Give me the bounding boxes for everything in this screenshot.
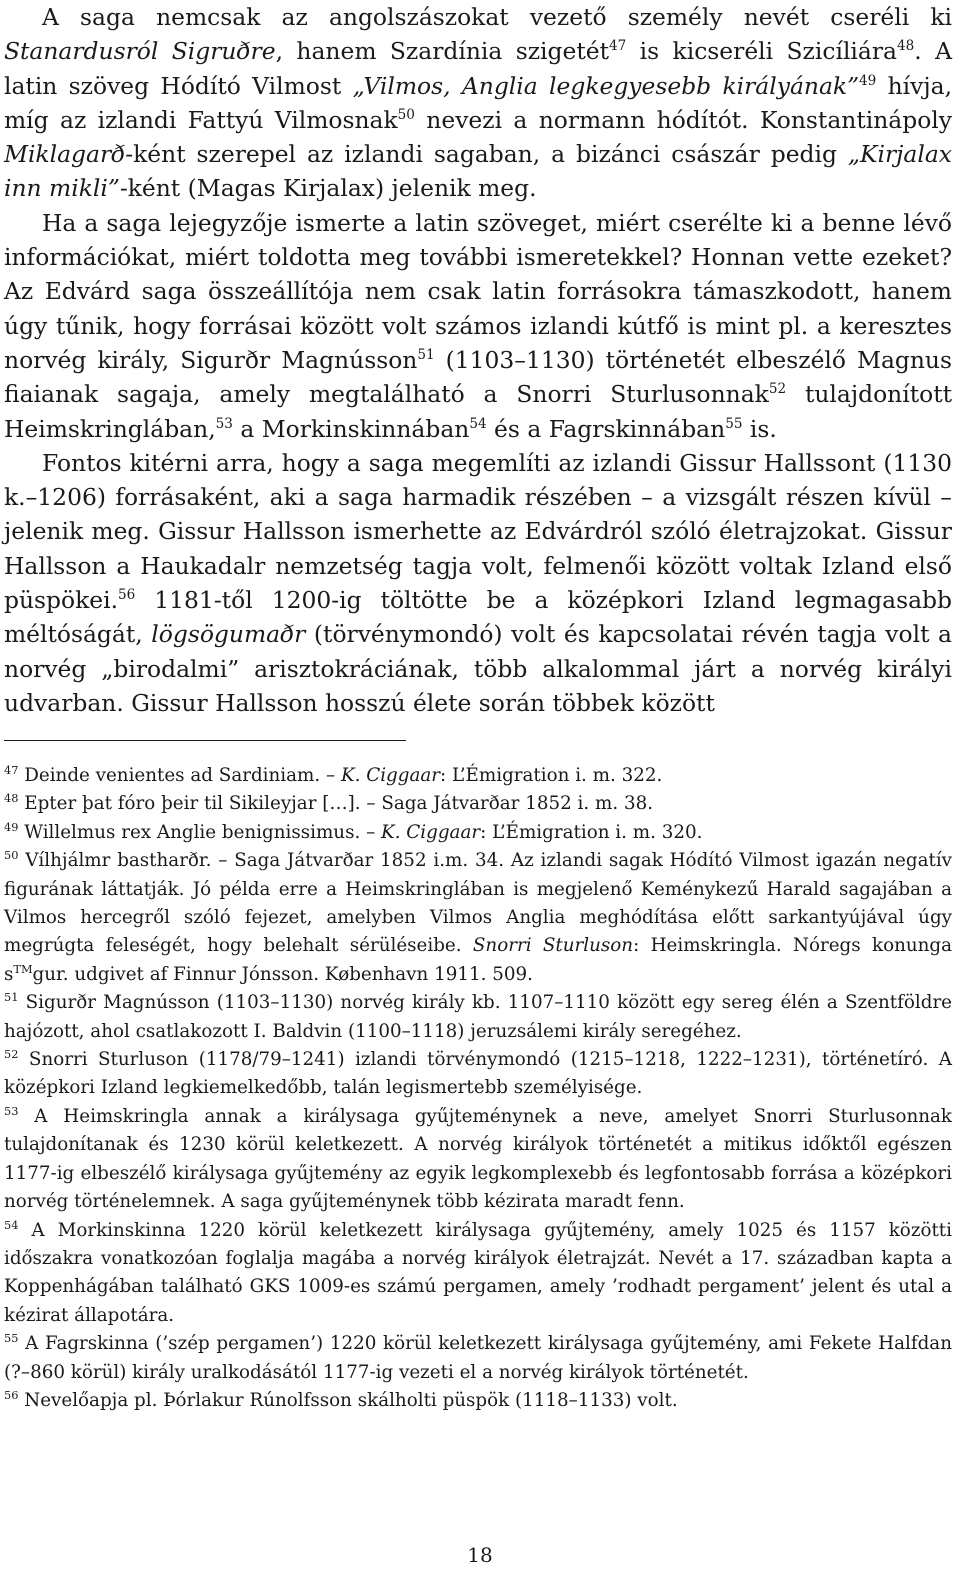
- footnote-ref-56[interactable]: 56: [118, 587, 136, 604]
- text-run: A saga nemcsak az angolszászokat vezető személy nevét cseréli ki: [42, 3, 952, 31]
- footnote-author: K. Ciggaar: [381, 821, 481, 843]
- page: [4, 0, 952, 720]
- footnote-text: : Heimskringla. Nóregs konunga s: [4, 935, 953, 985]
- footnote-author: Snorri Sturluson: [472, 935, 634, 957]
- footnote-55: [4, 1330, 952, 1387]
- text-run: -ként szerepel az izlandi sagaban, a bizánci császár pedig: [125, 140, 848, 169]
- footnote-author: K. Ciggaar: [340, 765, 440, 786]
- footnote-ref-50[interactable]: 50: [397, 107, 415, 124]
- footnote-number: 47: [4, 762, 19, 777]
- text-run: a Morkinskinnában: [232, 414, 470, 443]
- footnote-54: [4, 1217, 952, 1331]
- italic-quote: „Kirjalax inn mikli”: [4, 140, 952, 203]
- paragraph-3: [4, 446, 952, 720]
- footnote-text: Willelmus rex Anglie benignissimus. –: [18, 821, 382, 843]
- page-number: 18: [467, 1543, 493, 1567]
- footnote-49: [4, 819, 952, 847]
- text-run: tulajdonított Heimskringlában,: [4, 380, 952, 443]
- footnote-text: Sigurðr Magnússon (1103–1130) norvég király kb. 1107–1110 között egy sereg élén a Szentföldre hajózott, ahol csatlakozott I. Baldvin (1100–1118) jeruzsálemi király seregéhez.: [4, 992, 952, 1042]
- footnote-ref-54[interactable]: 54: [469, 415, 487, 432]
- text-run: . A latin szöveg Hódító Vilmost: [4, 37, 952, 100]
- footnote-50: [4, 847, 952, 989]
- text-run: és a Fagrskinnában: [486, 414, 726, 443]
- text-run: hívja, míg az izlandi Fattyú Vilmosnak: [4, 71, 952, 134]
- text-run: (törvénymondó) volt és kapcsolatai révén tagja volt a norvég „birodalmi” arisztokráciának, több alkalommal járt a norvég királyi udvarban. Gissur Hallsson hosszú élete során többek között: [4, 620, 953, 717]
- text-run: nevezi a normann hódítót. Konstantinápoly: [414, 105, 952, 134]
- footnote-number: 55: [4, 1331, 19, 1346]
- footnote-number: 52: [4, 1046, 19, 1061]
- footnote-ref-47[interactable]: 47: [609, 38, 627, 55]
- footnote-text: Deinde venientes ad Sardiniam. –: [18, 765, 341, 786]
- footnote-text: gur. udgivet af Finnur Jónsson. København 1911. 509.: [32, 963, 533, 985]
- footnote-text: : L’Émigration i. m. 322.: [440, 765, 663, 786]
- footnote-number: 48: [4, 791, 19, 806]
- footnote-text: A Fagrskinna (’szép pergamen’) 1220 körül keletkezett királysaga gyűjtemény, ami Fekete Halfdan (?–860 körül) király uralkodásától 1177-ig vezeti el a norvég királyok történetét.: [4, 1333, 952, 1383]
- footnote-47: [4, 762, 952, 790]
- italic-term: lögsögumaðr: [151, 620, 306, 649]
- paragraph-1: [4, 0, 952, 206]
- italic-quote: „Vilmos, Anglia legkegyesebb királyának”: [352, 71, 860, 100]
- italic-term: Stanardusról Sigruðre: [4, 37, 276, 66]
- text-run: -ként (Magas Kirjalax) jelenik meg.: [119, 174, 537, 203]
- footnotes: [4, 762, 952, 1415]
- text-run: is kicseréli Szicíliára: [626, 37, 897, 66]
- footnote-56: [4, 1387, 952, 1415]
- text-run: , hanem Szardínia szigetét: [275, 37, 609, 66]
- italic-term: Miklagarð: [4, 140, 126, 169]
- footnote-52: [4, 1046, 952, 1103]
- footnote-51: [4, 989, 952, 1046]
- footnote-53: [4, 1103, 952, 1217]
- paragraph-2: [4, 206, 952, 446]
- footnote-ref-52[interactable]: 52: [768, 381, 787, 398]
- footnote-number: 49: [4, 819, 19, 834]
- footnote-text: : L’Émigration i. m. 320.: [480, 821, 703, 843]
- footnote-text: Epter þat fóro þeir til Sikileyjar […]. – Saga Játvarðar 1852 i. m. 38.: [18, 793, 654, 815]
- footnote-text: Snorri Sturluson (1178/79–1241) izlandi törvénymondó (1215–1218, 1222–1231), történetíró. A középkori Izland legkiemelkedőbb, talán legismertebb személyisége.: [4, 1049, 952, 1099]
- footnote-ref-53[interactable]: 53: [215, 415, 233, 432]
- main-text: [4, 0, 952, 720]
- footnote-number: 51: [4, 990, 19, 1005]
- text-run: (1103–1130) történetét elbeszélő Magnus fiaianak sagaja, amely megtalálható a Snorri Sturlusonnak: [4, 345, 952, 409]
- footnote-number: 56: [4, 1387, 19, 1402]
- footnote-separator: [4, 740, 406, 741]
- footnote-text: A Heimskringla annak a királysaga gyűjteménynek a neve, amelyet Snorri Sturlusonnak tulajdonítanak és 1230 körül keletkezett. A norvég királyok történetét a mitikus időktől egészen 1177-ig elbeszélő királysaga gyűjtemény az egyik legkomplexebb és legfontosabb forrása a középkori norvég történelemnek. A saga gyűjteménynek több kézirata maradt fenn.: [4, 1105, 952, 1213]
- footnote-ref-51[interactable]: 51: [417, 347, 435, 364]
- footnote-text: A Morkinskinna 1220 körül keletkezett királysaga gyűjtemény, amely 1025 és 1157 közötti időszakra vonatkozóan foglalja magába a norvég királyok életrajzát. Nevét a 17. században kapta a Koppenhágában található GKS 1009-es számú pergamen, amely ’rodhadt pergament’ jelent és utal a kézirat állapotára.: [4, 1219, 952, 1326]
- text-run: is.: [742, 414, 777, 443]
- text-run: 1181-től 1200-ig töltötte be a középkori Izland legmagasabb méltóságát,: [4, 586, 952, 649]
- footnote-number: 53: [4, 1103, 19, 1118]
- footnote-number: 50: [4, 848, 19, 863]
- footnote-48: [4, 790, 952, 818]
- text-run: Ha a saga lejegyzője ismerte a latin szöveget, miért cserélte ki a benne lévő információkat, miért toldotta meg további ismeretekkel? Honnan vette ezeket? Az Edvárd saga összeállítója nem csak latin forrásokra támaszkodott, hanem úgy tűnik, hogy forrásai között volt számos izlandi kútfő is mint pl. a keresztes norvég király, Sigurðr Magnússon: [4, 208, 952, 374]
- footnote-ref-48[interactable]: 48: [896, 38, 915, 55]
- footnote-ref-55[interactable]: 55: [725, 415, 743, 432]
- footnote-number: 54: [4, 1217, 19, 1232]
- trademark-mark: TM: [13, 961, 33, 976]
- footnote-text: Vílhjálmr bastharðr. – Saga Játvarðar 1852 i.m. 34. Az izlandi sagak Hódító Vilmost igazán negatív figurának láttatják. Jó példa erre a Heimskringlában is megjelenő Keménykezű Harald sagajában a Vilmos hercegről szóló fejezet, amelyben Vilmos Anglia meghódítása előtt sarkantyújával úgy megrúgta feleségét, hogy belehalt sérüléseibe.: [4, 850, 952, 957]
- text-run: Fontos kitérni arra, hogy a saga megemlíti az izlandi Gissur Hallssont (1130 k.–1206) forrásaként, aki a saga harmadik részében – a vizsgált részen kívül – jelenik meg. Gissur Hallsson ismerhette az Edvárdról szóló életrajzokat. Gissur Hallsson a Haukadalr nemzetség tagja volt, felmenői között voltak Izland első püspökei.: [4, 448, 952, 615]
- footnote-text: Nevelőapja pl. Þórlakur Rúnolfsson skálholti püspök (1118–1133) volt.: [18, 1389, 678, 1411]
- footnote-ref-49[interactable]: 49: [859, 72, 877, 89]
